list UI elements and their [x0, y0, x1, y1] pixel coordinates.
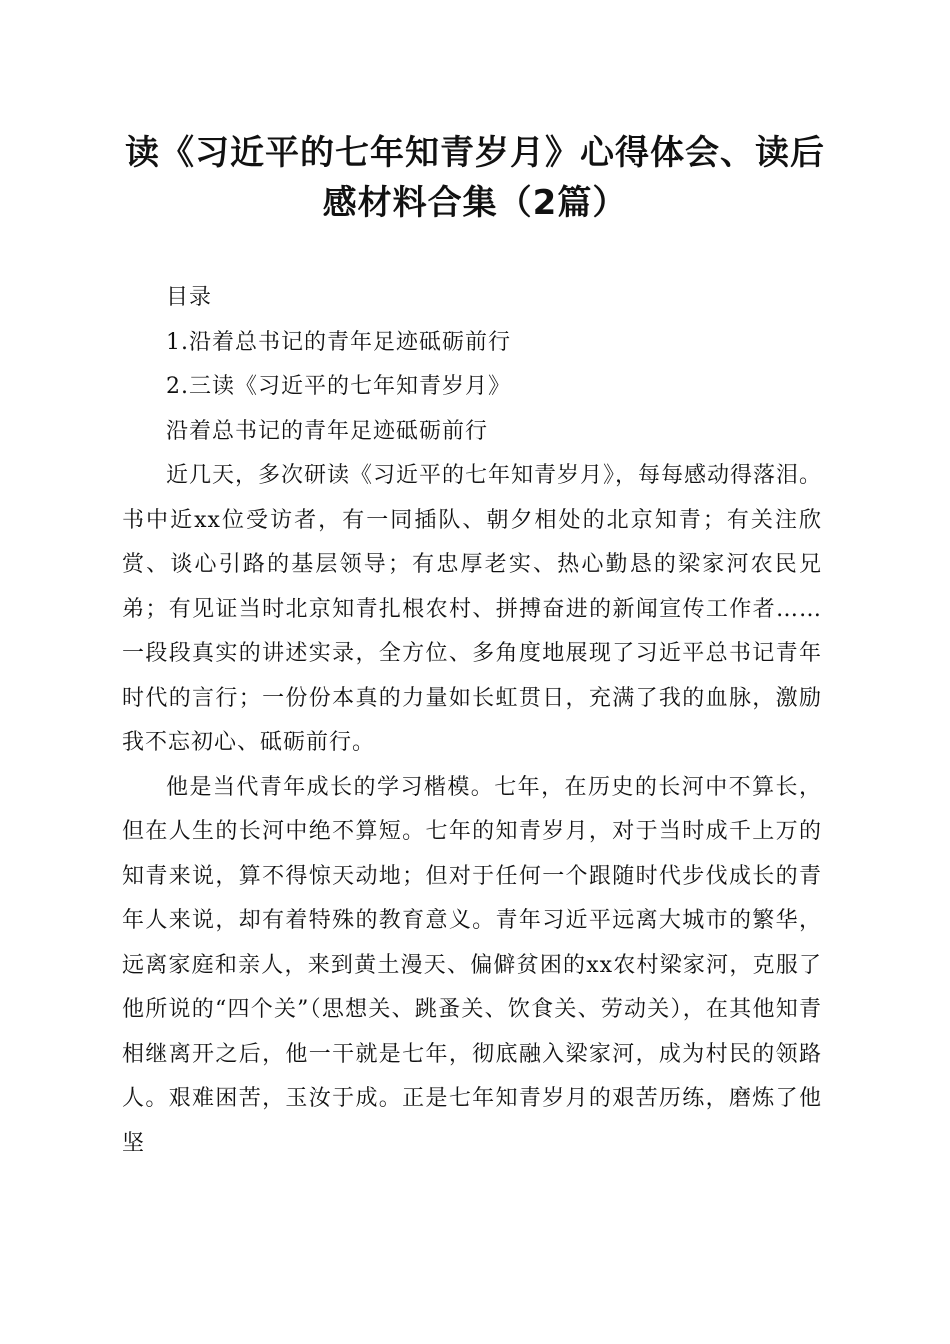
title-line-1: 读《习近平的七年知青岁月》心得体会、读后	[125, 133, 825, 173]
toc-item: 2.三读《习近平的七年知青岁月》	[166, 374, 511, 399]
document-body	[122, 276, 822, 1166]
document-title	[110, 128, 840, 228]
section-heading: 沿着总书记的青年足迹砥砺前行	[166, 418, 489, 444]
body-paragraph: 他是当代青年成长的学习楷模。七年，在历史的长河中不算长，但在人生的长河中绝不算短。七年的知青岁月，对于当时成千上万的知青来说，算不得惊天动地；但对于任何一个跟随时代步伐成长的青年人来说，却有着特殊的教育意义。青年习近平远离大城市的繁华，远离家庭和亲人，来到黄土漫天、偏僻贫困的xx农村梁家河，克服了他所说的“四个关”（思想关、跳蚤关、饮食关、劳动关），在其他知青相继离开之后，他一干就是七年，彻底融入梁家河，成为村民的领路人。艰难困苦，玉汝于成。正是七年知青岁月的艰苦历练，磨炼了他坚	[122, 774, 822, 1156]
title-line-2: 感材料合集（2篇）	[322, 183, 628, 223]
toc-item: 1.沿着总书记的青年足迹砥砺前行	[166, 329, 511, 355]
body-paragraph: 近几天，多次研读《习近平的七年知青岁月》，每每感动得落泪。书中近xx位受访者，有一同插队、朝夕相处的北京知青；有关注欣赏、谈心引路的基层领导；有忠厚老实、热心勤恳的梁家河农民兄弟；有见证当时北京知青扎根农村、拼搏奋进的新闻宣传工作者……一段段真实的讲述实录，全方位、多角度地展现了习近平总书记青年时代的言行；一份份本真的力量如长虹贯日，充满了我的血脉，激励我不忘初心、砥砺前行。	[122, 463, 823, 755]
toc-heading: 目录	[166, 285, 213, 310]
